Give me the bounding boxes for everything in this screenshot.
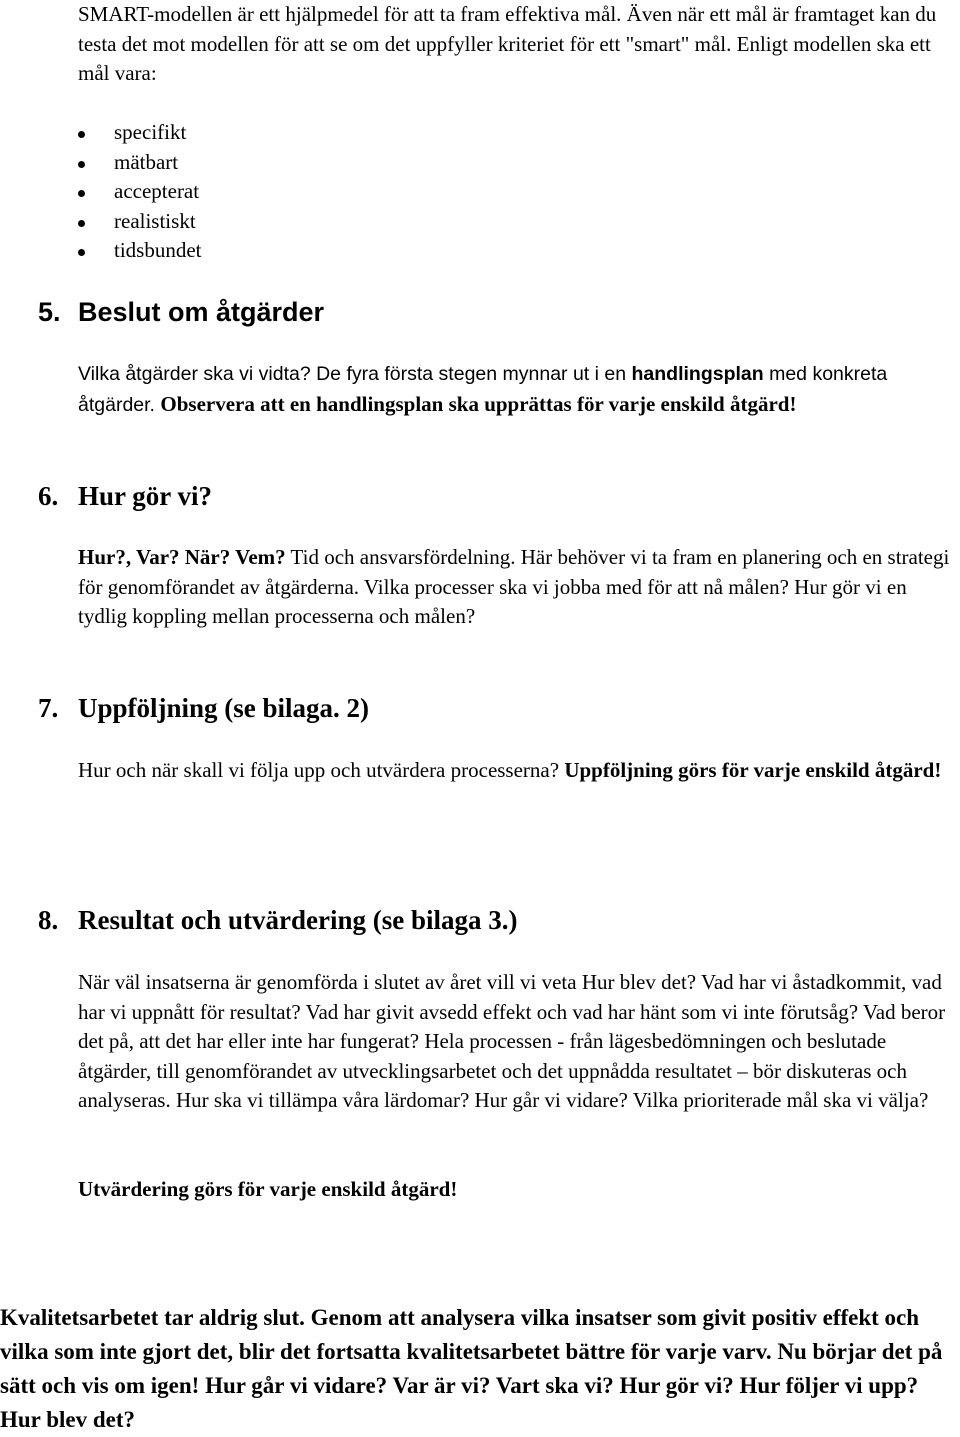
section-number: 6. [38,481,59,511]
section-title: Resultat och utvärdering (se bilaga 3.) [78,905,518,935]
section-7-heading [38,692,369,724]
section-8-emphasis: Utvärdering görs för varje enskild åtgärd! [78,1177,458,1201]
section-7-body [78,756,960,786]
list-item: specifikt [78,118,202,148]
section-6-heading [38,480,212,512]
emphasis-text: Hur?, Var? När? Vem? [78,545,286,569]
section-title: Beslut om åtgärder [78,297,325,327]
section-title: Hur gör vi? [78,481,213,511]
emphasis-text: Uppföljning görs för varje enskild åtgärd! [564,758,942,782]
body-text: Vilka åtgärder ska vi vidta? De fyra första stegen mynnar ut i en [78,363,632,385]
section-number: 7. [38,693,59,723]
section-8-body: När väl insatserna är genomförda i slutet av året vill vi veta Hur blev det? Vad har vi åstadkommit, vad har vi uppnått för resultat? Vad har givit avsedd effekt och vad har hänt som vi inte förutsåg? Vad beror det på, att det har eller inte har fungerat? Hela processen - från lägesbedömningen och beslutade åtgärder, till genomförandet av utvecklingsarbetet och det uppnådda resultatet – bör diskuteras och analyseras. Hur ska vi tillämpa våra lärdomar? Hur går vi vidare? Vilka prioriterade mål ska vi välja? [78,970,946,1112]
smart-criteria-list [78,118,202,266]
section-5-body [78,360,958,420]
body-text: med konkreta åtgärder. [78,363,888,416]
emphasis-text: handlingsplan [631,363,764,385]
body-text: Tid och ansvarsfördelning. Här behöver vi ta fram en planering och en strategi för genomförandet av åtgärderna. Vilka processer ska vi jobba med för att nå målen? Hur gör vi en tydlig koppling mellan processerna och målen? [78,545,950,628]
list-item: mätbart [78,148,202,178]
list-item: realistiskt [78,207,202,237]
section-6-body [78,543,958,632]
list-item: tidsbundet [78,236,202,266]
closing-paragraph: Kvalitetsarbetet tar aldrig slut. Genom att analysera vilka insatser som givit positiv effekt och vilka som inte gjort det, blir det fortsatta kvalitetsarbetet bättre för varje varv. Nu börjar det på sätt och vis om igen! Hur går vi vidare? Var är vi? Vart ska vi? Hur gör vi? Hur följer vi upp? Hur blev det? [0,1305,943,1432]
list-item: accepterat [78,177,202,207]
emphasis-text: Observera att en handlingsplan ska upprättas för varje enskild åtgärd! [160,391,797,416]
section-title: Uppföljning (se bilaga. 2) [78,693,370,723]
intro-paragraph: SMART-modellen är ett hjälpmedel för att ta fram effektiva mål. Även när ett mål är framtaget kan du testa det mot modellen för att se om det uppfyller kriteriet för ett "smart" mål. Enligt modellen ska ett mål vara: [78,2,937,85]
section-number: 5. [38,297,61,327]
body-text: Hur och när skall vi följa upp och utvärdera processerna? [78,758,565,782]
section-8-heading [38,904,517,936]
section-5-heading [38,296,324,328]
section-number: 8. [38,905,59,935]
